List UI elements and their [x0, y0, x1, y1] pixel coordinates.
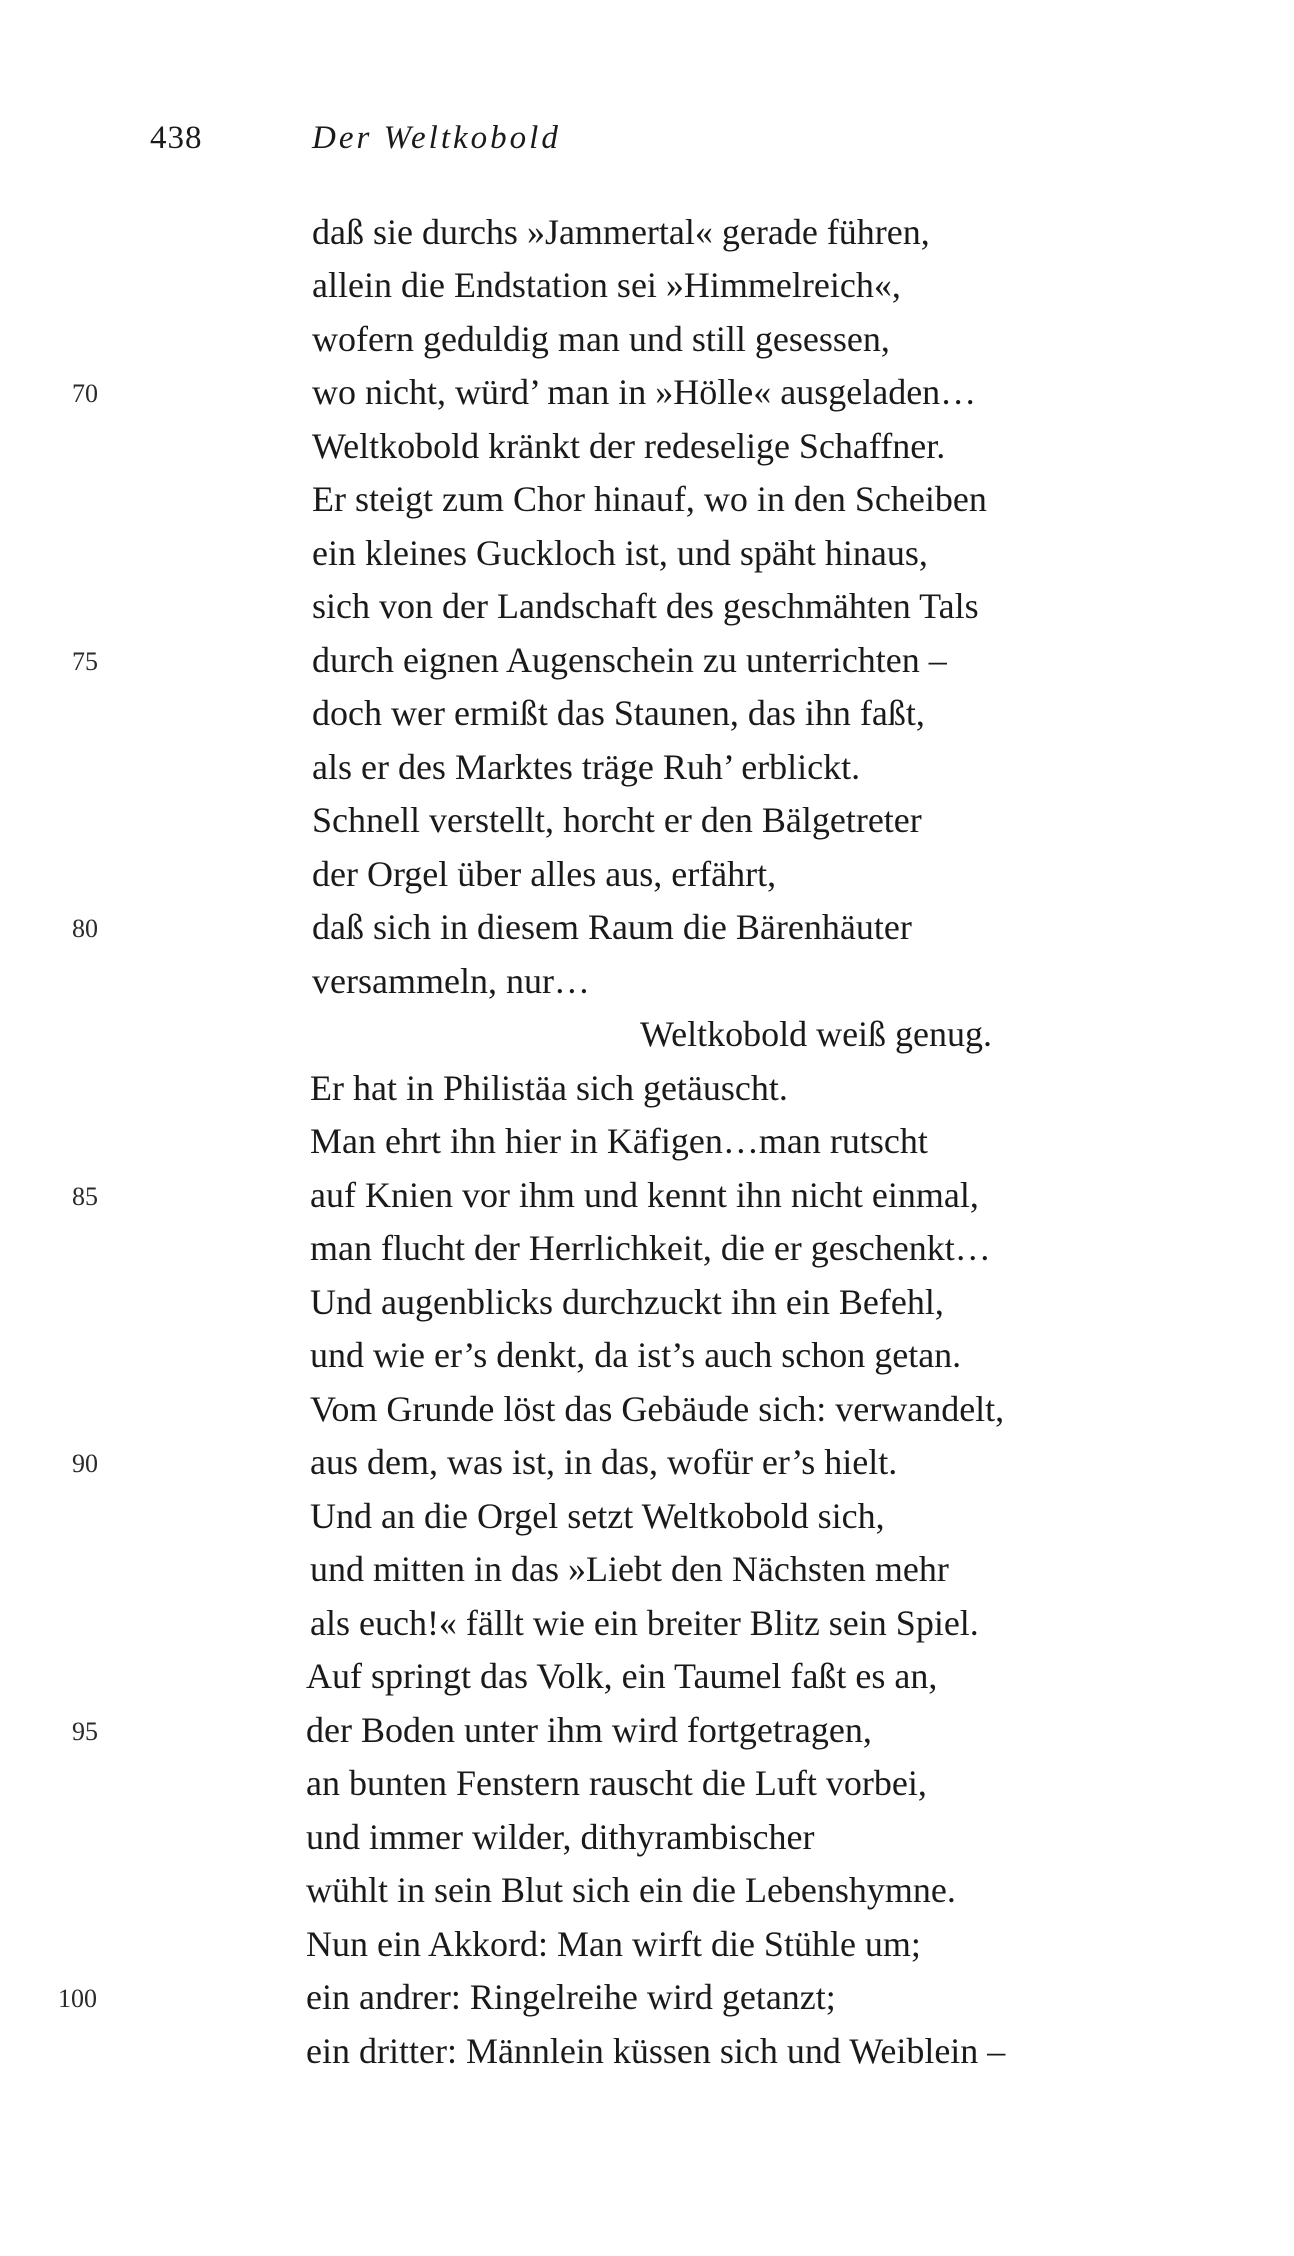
verse-line: Weltkobold kränkt der redeselige Schaffner. — [312, 426, 946, 466]
line-number: 80 — [72, 914, 98, 943]
verse-line: ein dritter: Männlein küssen sich und Weiblein – — [306, 2031, 1006, 2071]
verse-line: Er hat in Philistäa sich getäuscht. — [310, 1068, 788, 1108]
verse-line: Vom Grunde löst das Gebäude sich: verwandelt, — [310, 1389, 1005, 1429]
verse-line: Er steigt zum Chor hinauf, wo in den Scheiben — [312, 479, 987, 519]
verse-line: man flucht der Herrlichkeit, die er geschenkt… — [310, 1228, 991, 1268]
verse-line: durch eignen Augenschein zu unterrichten – — [312, 640, 947, 680]
line-number: 100 — [58, 1984, 97, 2013]
verse-line: ein kleines Guckloch ist, und späht hinaus, — [312, 533, 928, 573]
verse-line: der Orgel über alles aus, erfährt, — [312, 854, 777, 894]
verse-line: an bunten Fenstern rauscht die Luft vorbei, — [306, 1763, 927, 1803]
verse-line: der Boden unter ihm wird fortgetragen, — [306, 1710, 872, 1750]
verse-line: ein andrer: Ringelreihe wird getanzt; — [306, 1977, 836, 2017]
verse-line: daß sich in diesem Raum die Bärenhäuter — [312, 907, 912, 947]
verse-line: wo nicht, würd’ man in »Hölle« ausgeladen… — [312, 372, 977, 412]
verse-line: Und augenblicks durchzuckt ihn ein Befehl, — [310, 1282, 944, 1322]
verse-line: doch wer ermißt das Staunen, das ihn faßt, — [312, 693, 925, 733]
verse-line: Schnell verstellt, horcht er den Bälgetreter — [312, 800, 922, 840]
running-title: Der Weltkobold — [312, 120, 561, 156]
verse-line: daß sie durchs »Jammertal« gerade führen, — [312, 212, 930, 252]
verse-line: Nun ein Akkord: Man wirft die Stühle um; — [306, 1924, 921, 1964]
verse-line: als euch!« fällt wie ein breiter Blitz sein Spiel. — [310, 1603, 979, 1643]
line-number: 70 — [72, 379, 98, 408]
page-number: 438 — [150, 120, 203, 156]
verse-line: und immer wilder, dithyrambischer — [306, 1817, 815, 1857]
line-number: 95 — [72, 1717, 98, 1746]
verse-line: versammeln, nur… — [312, 961, 590, 1001]
verse-line: und wie er’s denkt, da ist’s auch schon getan. — [310, 1335, 962, 1375]
line-number: 75 — [72, 647, 98, 676]
verse-line: wofern geduldig man und still gesessen, — [312, 319, 890, 359]
verse-line: sich von der Landschaft des geschmähten Tals — [312, 586, 979, 626]
verse-line: Auf springt das Volk, ein Taumel faßt es an, — [306, 1656, 938, 1696]
verse-line: als er des Marktes träge Ruh’ erblickt. — [312, 747, 861, 787]
verse-line: Und an die Orgel setzt Weltkobold sich, — [310, 1496, 885, 1536]
verse-line: wühlt in sein Blut sich ein die Lebenshymne. — [306, 1870, 956, 1910]
line-number: 85 — [72, 1182, 98, 1211]
verse-line: und mitten in das »Liebt den Nächsten mehr — [310, 1549, 949, 1589]
verse-line: Weltkobold weiß genug. — [640, 1014, 993, 1054]
verse-line: auf Knien vor ihm und kennt ihn nicht einmal, — [310, 1175, 979, 1215]
verse-line: Man ehrt ihn hier in Käfigen…man rutscht — [310, 1121, 928, 1161]
verse-line: aus dem, was ist, in das, wofür er’s hielt. — [310, 1442, 898, 1482]
line-number: 90 — [72, 1449, 98, 1478]
verse-line: allein die Endstation sei »Himmelreich«, — [312, 265, 901, 305]
